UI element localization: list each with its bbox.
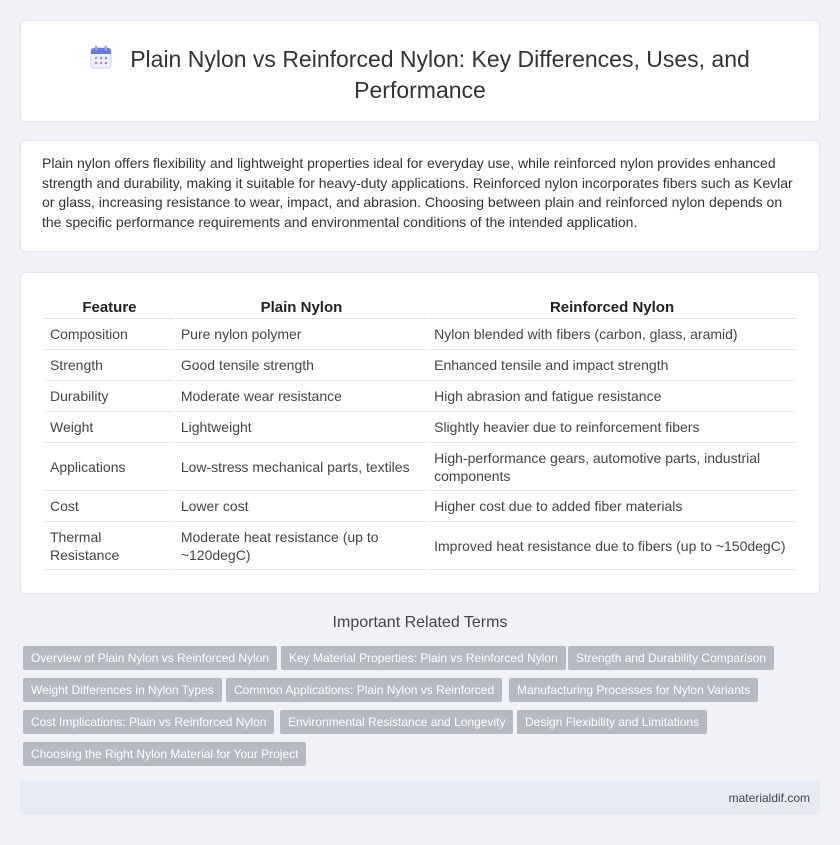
table-cell: Moderate wear resistance	[176, 381, 427, 412]
header-feature: Feature	[45, 297, 174, 319]
title-card	[20, 20, 820, 122]
related-term-tag[interactable]: Weight Differences in Nylon Types	[23, 678, 222, 702]
table-cell: Pure nylon polymer	[176, 319, 427, 350]
table-cell: Cost	[45, 491, 174, 522]
related-term-tag[interactable]: Manufacturing Processes for Nylon Variants	[509, 678, 758, 702]
table-cell: Lower cost	[176, 491, 427, 522]
calendar-icon	[90, 45, 112, 76]
comparison-table-card	[20, 272, 820, 594]
table-cell: Weight	[45, 412, 174, 443]
table-cell: Slightly heavier due to reinforcement fibers	[429, 412, 795, 443]
table-cell: High abrasion and fatigue resistance	[429, 381, 795, 412]
table-cell: Composition	[45, 319, 174, 350]
table-row	[45, 381, 795, 412]
table-cell: Thermal Resistance	[45, 522, 174, 570]
table-cell: Low-stress mechanical parts, textiles	[176, 443, 427, 491]
table-cell: Good tensile strength	[176, 350, 427, 381]
table-cell: Durability	[45, 381, 174, 412]
table-row	[45, 319, 795, 350]
comparison-table	[43, 297, 797, 570]
table-cell: Lightweight	[176, 412, 427, 443]
footer	[20, 781, 820, 815]
table-cell: High-performance gears, automotive parts, industrial components	[429, 443, 795, 491]
header-plain-nylon: Plain Nylon	[176, 297, 427, 319]
table-cell: Applications	[45, 443, 174, 491]
footer-site-link[interactable]: materialdif.com	[728, 791, 810, 805]
related-term-tag[interactable]: Cost Implications: Plain vs Reinforced Nylon	[23, 710, 274, 734]
header-reinforced-nylon: Reinforced Nylon	[429, 297, 795, 319]
related-term-tag[interactable]: Strength and Durability Comparison	[568, 646, 774, 670]
table-cell: Improved heat resistance due to fibers (up to ~150degC)	[429, 522, 795, 570]
page-title-wrap	[21, 45, 819, 105]
table-cell: Strength	[45, 350, 174, 381]
related-term-tag[interactable]: Choosing the Right Nylon Material for Your Project	[23, 742, 306, 766]
table-header-row	[45, 297, 795, 319]
intro-paragraph: Plain nylon offers flexibility and lightweight properties ideal for everyday use, while reinforced nylon provides enhanced strength and durability, making it suitable for heavy-duty applications. Reinforced nylon incorporates fibers such as Kevlar or glass, increasing resistance to wear, impact, and abrasion. Choosing between plain and reinforced nylon depends on the specific performance requirements and environmental conditions of the intended application.	[42, 155, 793, 230]
table-cell: Moderate heat resistance (up to ~120degC)	[176, 522, 427, 570]
related-term-tag[interactable]: Overview of Plain Nylon vs Reinforced Nylon	[23, 646, 277, 670]
related-term-tag[interactable]: Environmental Resistance and Longevity	[280, 710, 513, 734]
table-cell: Higher cost due to added fiber materials	[429, 491, 795, 522]
table-cell: Nylon blended with fibers (carbon, glass, aramid)	[429, 319, 795, 350]
related-term-tag[interactable]: Key Material Properties: Plain vs Reinforced Nylon	[281, 646, 566, 670]
related-term-tag[interactable]: Design Flexibility and Limitations	[517, 710, 707, 734]
table-row	[45, 443, 795, 491]
table-row	[45, 350, 795, 381]
table-row	[45, 491, 795, 522]
related-terms-title: Important Related Terms	[332, 614, 508, 631]
page-title: Plain Nylon vs Reinforced Nylon: Key Differences, Uses, and Performance	[130, 46, 750, 103]
related-term-tag[interactable]: Common Applications: Plain Nylon vs Reinforced	[226, 678, 502, 702]
table-row	[45, 412, 795, 443]
table-cell: Enhanced tensile and impact strength	[429, 350, 795, 381]
intro-card	[20, 140, 820, 252]
table-row	[45, 522, 795, 570]
